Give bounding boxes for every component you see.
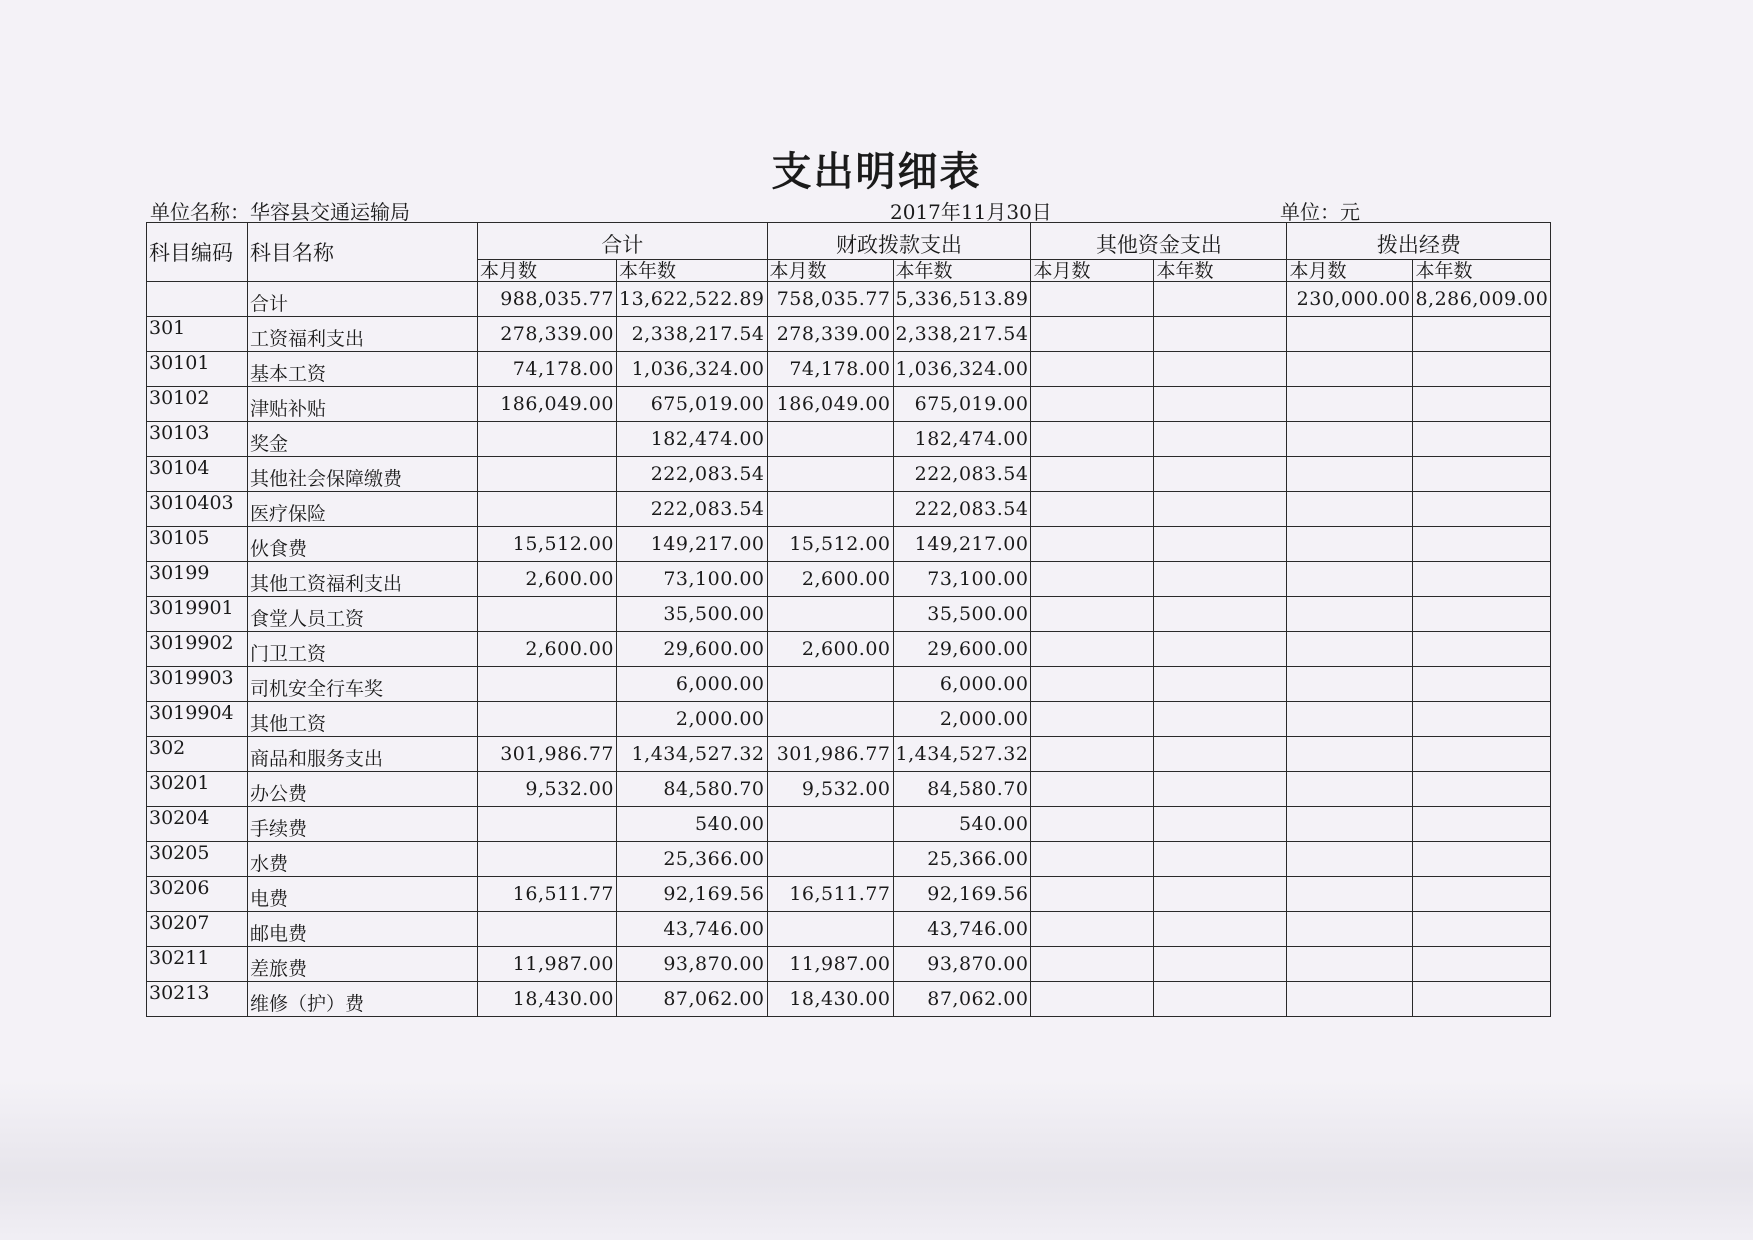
amount-cell — [1031, 737, 1154, 772]
amount-cell — [1031, 807, 1154, 842]
amount-cell: 93,870.00 — [893, 947, 1031, 982]
amount-cell — [1031, 912, 1154, 947]
account-code: 30104 — [147, 457, 248, 492]
amount-cell — [767, 807, 893, 842]
account-code: 30102 — [147, 387, 248, 422]
account-code: 3010403 — [147, 492, 248, 527]
amount-cell — [478, 492, 617, 527]
table-row — [147, 457, 1551, 492]
amount-cell — [767, 912, 893, 947]
amount-cell — [1154, 737, 1287, 772]
header-code: 科目编码 — [147, 223, 248, 282]
amount-cell — [1031, 702, 1154, 737]
amount-cell: 16,511.77 — [767, 877, 893, 912]
table-row — [147, 282, 1551, 317]
amount-cell — [1031, 632, 1154, 667]
amount-cell: 87,062.00 — [893, 982, 1031, 1017]
header-month: 本月数 — [767, 260, 893, 282]
account-code: 301 — [147, 317, 248, 352]
amount-cell: 18,430.00 — [767, 982, 893, 1017]
amount-cell — [1031, 842, 1154, 877]
header-year: 本年数 — [893, 260, 1031, 282]
table-row — [147, 632, 1551, 667]
amount-cell — [1154, 772, 1287, 807]
amount-cell: 35,500.00 — [893, 597, 1031, 632]
amount-cell — [1154, 387, 1287, 422]
table-row — [147, 562, 1551, 597]
amount-cell — [1031, 422, 1154, 457]
amount-cell: 9,532.00 — [767, 772, 893, 807]
amount-cell: 84,580.70 — [893, 772, 1031, 807]
amount-cell: 222,083.54 — [893, 457, 1031, 492]
amount-cell: 25,366.00 — [617, 842, 768, 877]
amount-cell: 301,986.77 — [478, 737, 617, 772]
amount-cell: 1,434,527.32 — [893, 737, 1031, 772]
account-name: 其他社会保障缴费 — [248, 457, 478, 492]
amount-cell: 74,178.00 — [767, 352, 893, 387]
amount-cell — [1154, 352, 1287, 387]
amount-cell — [1154, 562, 1287, 597]
amount-cell — [1287, 877, 1413, 912]
amount-cell — [1413, 492, 1551, 527]
amount-cell — [1413, 562, 1551, 597]
amount-cell: 84,580.70 — [617, 772, 768, 807]
amount-cell: 18,430.00 — [478, 982, 617, 1017]
account-name: 食堂人员工资 — [248, 597, 478, 632]
amount-cell — [1413, 527, 1551, 562]
amount-cell: 29,600.00 — [617, 632, 768, 667]
amount-cell — [1154, 807, 1287, 842]
table-row — [147, 422, 1551, 457]
amount-cell: 230,000.00 — [1287, 282, 1413, 317]
amount-cell: 222,083.54 — [893, 492, 1031, 527]
amount-cell — [1154, 597, 1287, 632]
amount-cell: 1,434,527.32 — [617, 737, 768, 772]
table-row — [147, 842, 1551, 877]
amount-cell: 35,500.00 — [617, 597, 768, 632]
amount-cell — [1154, 282, 1287, 317]
amount-cell: 2,600.00 — [767, 562, 893, 597]
amount-cell: 149,217.00 — [617, 527, 768, 562]
amount-cell — [1413, 387, 1551, 422]
amount-cell — [1413, 422, 1551, 457]
amount-cell — [1031, 982, 1154, 1017]
account-name: 其他工资福利支出 — [248, 562, 478, 597]
amount-cell — [1031, 352, 1154, 387]
amount-cell — [1413, 632, 1551, 667]
amount-cell — [1287, 562, 1413, 597]
account-code: 30199 — [147, 562, 248, 597]
page-title: 支出明细表 — [771, 148, 982, 195]
header-year: 本年数 — [1154, 260, 1287, 282]
header-group-total: 合计 — [478, 223, 768, 260]
amount-cell — [1413, 982, 1551, 1017]
account-name: 差旅费 — [248, 947, 478, 982]
amount-cell: 43,746.00 — [893, 912, 1031, 947]
amount-cell: 1,036,324.00 — [617, 352, 768, 387]
amount-cell: 13,622,522.89 — [617, 282, 768, 317]
header-name: 科目名称 — [248, 223, 478, 282]
table-row — [147, 387, 1551, 422]
header-month: 本月数 — [1287, 260, 1413, 282]
account-name: 电费 — [248, 877, 478, 912]
account-name: 合计 — [248, 282, 478, 317]
account-name: 邮电费 — [248, 912, 478, 947]
amount-cell: 758,035.77 — [767, 282, 893, 317]
amount-cell: 2,600.00 — [478, 632, 617, 667]
header-month: 本月数 — [1031, 260, 1154, 282]
table-row — [147, 947, 1551, 982]
amount-cell — [1154, 667, 1287, 702]
scan-shading — [0, 1080, 1753, 1240]
amount-cell: 29,600.00 — [893, 632, 1031, 667]
header-month: 本月数 — [478, 260, 617, 282]
amount-cell — [1287, 982, 1413, 1017]
amount-cell: 15,512.00 — [767, 527, 893, 562]
table-body — [147, 282, 1551, 1017]
account-code: 3019902 — [147, 632, 248, 667]
table-row — [147, 527, 1551, 562]
amount-cell — [1154, 947, 1287, 982]
amount-cell — [1287, 912, 1413, 947]
amount-cell: 74,178.00 — [478, 352, 617, 387]
amount-cell — [1287, 527, 1413, 562]
amount-cell — [1287, 632, 1413, 667]
account-name: 伙食费 — [248, 527, 478, 562]
amount-cell: 2,600.00 — [767, 632, 893, 667]
amount-cell — [1287, 457, 1413, 492]
amount-cell: 93,870.00 — [617, 947, 768, 982]
account-name: 基本工资 — [248, 352, 478, 387]
amount-cell: 11,987.00 — [767, 947, 893, 982]
amount-cell — [1413, 912, 1551, 947]
amount-cell — [1287, 667, 1413, 702]
amount-cell — [1413, 597, 1551, 632]
amount-cell — [478, 702, 617, 737]
amount-cell — [1031, 772, 1154, 807]
amount-cell — [1413, 737, 1551, 772]
table-row — [147, 667, 1551, 702]
amount-cell — [1413, 667, 1551, 702]
amount-cell: 73,100.00 — [893, 562, 1031, 597]
amount-cell — [767, 597, 893, 632]
header-year: 本年数 — [617, 260, 768, 282]
amount-cell — [1031, 562, 1154, 597]
account-code: 30205 — [147, 842, 248, 877]
amount-cell — [767, 667, 893, 702]
amount-cell: 6,000.00 — [617, 667, 768, 702]
table-row — [147, 352, 1551, 387]
amount-cell — [1287, 702, 1413, 737]
amount-cell — [767, 492, 893, 527]
header-row-groups — [147, 223, 1551, 260]
currency-unit: 单位：元 — [1280, 200, 1360, 224]
amount-cell — [478, 457, 617, 492]
amount-cell — [1287, 422, 1413, 457]
amount-cell — [1154, 317, 1287, 352]
amount-cell — [1031, 282, 1154, 317]
amount-cell — [1031, 667, 1154, 702]
account-code: 30211 — [147, 947, 248, 982]
account-code: 30206 — [147, 877, 248, 912]
account-code: 30213 — [147, 982, 248, 1017]
amount-cell: 73,100.00 — [617, 562, 768, 597]
amount-cell: 149,217.00 — [893, 527, 1031, 562]
amount-cell: 278,339.00 — [767, 317, 893, 352]
account-name: 门卫工资 — [248, 632, 478, 667]
table-row — [147, 317, 1551, 352]
amount-cell — [478, 597, 617, 632]
account-code: 30204 — [147, 807, 248, 842]
amount-cell — [767, 422, 893, 457]
amount-cell: 222,083.54 — [617, 457, 768, 492]
amount-cell: 2,000.00 — [893, 702, 1031, 737]
amount-cell: 182,474.00 — [893, 422, 1031, 457]
amount-cell — [1287, 737, 1413, 772]
report-date: 2017年11月30日 — [890, 200, 1052, 224]
amount-cell — [1413, 352, 1551, 387]
amount-cell — [478, 912, 617, 947]
amount-cell — [1031, 947, 1154, 982]
account-code: 3019901 — [147, 597, 248, 632]
amount-cell: 222,083.54 — [617, 492, 768, 527]
amount-cell — [1154, 877, 1287, 912]
amount-cell — [1031, 597, 1154, 632]
account-name: 商品和服务支出 — [248, 737, 478, 772]
amount-cell — [1413, 317, 1551, 352]
account-name: 奖金 — [248, 422, 478, 457]
amount-cell — [767, 842, 893, 877]
header-group-allocated: 拨出经费 — [1287, 223, 1551, 260]
amount-cell — [1154, 492, 1287, 527]
amount-cell — [1287, 842, 1413, 877]
account-code: 30201 — [147, 772, 248, 807]
amount-cell: 675,019.00 — [617, 387, 768, 422]
table-row — [147, 492, 1551, 527]
amount-cell — [1154, 527, 1287, 562]
amount-cell: 25,366.00 — [893, 842, 1031, 877]
amount-cell: 186,049.00 — [767, 387, 893, 422]
amount-cell — [1287, 352, 1413, 387]
amount-cell — [1413, 702, 1551, 737]
amount-cell: 182,474.00 — [617, 422, 768, 457]
amount-cell — [767, 457, 893, 492]
amount-cell: 87,062.00 — [617, 982, 768, 1017]
amount-cell — [1413, 877, 1551, 912]
account-code: 30103 — [147, 422, 248, 457]
amount-cell: 8,286,009.00 — [1413, 282, 1551, 317]
table-row — [147, 702, 1551, 737]
amount-cell — [478, 842, 617, 877]
amount-cell: 2,338,217.54 — [893, 317, 1031, 352]
account-code: 3019904 — [147, 702, 248, 737]
account-name: 维修（护）费 — [248, 982, 478, 1017]
amount-cell — [1287, 947, 1413, 982]
table-row — [147, 877, 1551, 912]
account-name: 医疗保险 — [248, 492, 478, 527]
amount-cell — [478, 807, 617, 842]
amount-cell: 6,000.00 — [893, 667, 1031, 702]
account-code: 30207 — [147, 912, 248, 947]
amount-cell — [1031, 877, 1154, 912]
amount-cell — [1154, 457, 1287, 492]
amount-cell — [1154, 982, 1287, 1017]
amount-cell — [1154, 842, 1287, 877]
amount-cell — [1031, 317, 1154, 352]
account-name: 司机安全行车奖 — [248, 667, 478, 702]
account-name: 手续费 — [248, 807, 478, 842]
amount-cell — [1031, 387, 1154, 422]
amount-cell: 16,511.77 — [478, 877, 617, 912]
account-name: 津贴补贴 — [248, 387, 478, 422]
amount-cell: 301,986.77 — [767, 737, 893, 772]
amount-cell — [1287, 387, 1413, 422]
table-row — [147, 807, 1551, 842]
amount-cell — [1287, 317, 1413, 352]
table-row — [147, 737, 1551, 772]
amount-cell: 540.00 — [893, 807, 1031, 842]
amount-cell: 92,169.56 — [617, 877, 768, 912]
amount-cell — [1031, 457, 1154, 492]
amount-cell: 1,036,324.00 — [893, 352, 1031, 387]
table-row — [147, 982, 1551, 1017]
amount-cell: 675,019.00 — [893, 387, 1031, 422]
amount-cell — [767, 702, 893, 737]
amount-cell — [1154, 632, 1287, 667]
header-group-fiscal: 财政拨款支出 — [767, 223, 1031, 260]
amount-cell — [1413, 772, 1551, 807]
amount-cell: 15,512.00 — [478, 527, 617, 562]
account-code: 30101 — [147, 352, 248, 387]
amount-cell — [1154, 912, 1287, 947]
account-code: 302 — [147, 737, 248, 772]
amount-cell: 540.00 — [617, 807, 768, 842]
amount-cell: 9,532.00 — [478, 772, 617, 807]
account-name: 办公费 — [248, 772, 478, 807]
amount-cell: 278,339.00 — [478, 317, 617, 352]
account-name: 水费 — [248, 842, 478, 877]
amount-cell — [1413, 947, 1551, 982]
amount-cell: 186,049.00 — [478, 387, 617, 422]
amount-cell — [1154, 422, 1287, 457]
table-row — [147, 597, 1551, 632]
amount-cell — [1413, 842, 1551, 877]
amount-cell — [1287, 492, 1413, 527]
account-code: 3019903 — [147, 667, 248, 702]
amount-cell — [1031, 492, 1154, 527]
header-year: 本年数 — [1413, 260, 1551, 282]
amount-cell — [1413, 807, 1551, 842]
header-group-other: 其他资金支出 — [1031, 223, 1287, 260]
unit-name: 单位名称：华容县交通运输局 — [150, 200, 410, 224]
amount-cell — [1413, 457, 1551, 492]
amount-cell: 2,338,217.54 — [617, 317, 768, 352]
account-code: 30105 — [147, 527, 248, 562]
amount-cell: 2,600.00 — [478, 562, 617, 597]
amount-cell: 11,987.00 — [478, 947, 617, 982]
table-row — [147, 772, 1551, 807]
account-name: 工资福利支出 — [248, 317, 478, 352]
amount-cell — [1154, 702, 1287, 737]
amount-cell — [1287, 807, 1413, 842]
amount-cell — [1287, 772, 1413, 807]
amount-cell — [478, 422, 617, 457]
amount-cell: 988,035.77 — [478, 282, 617, 317]
account-name: 其他工资 — [248, 702, 478, 737]
amount-cell — [1031, 527, 1154, 562]
amount-cell: 2,000.00 — [617, 702, 768, 737]
amount-cell — [478, 667, 617, 702]
amount-cell: 92,169.56 — [893, 877, 1031, 912]
amount-cell — [1287, 597, 1413, 632]
table-row — [147, 912, 1551, 947]
expenditure-table — [146, 222, 1551, 1017]
amount-cell: 43,746.00 — [617, 912, 768, 947]
amount-cell: 5,336,513.89 — [893, 282, 1031, 317]
account-code — [147, 282, 248, 317]
